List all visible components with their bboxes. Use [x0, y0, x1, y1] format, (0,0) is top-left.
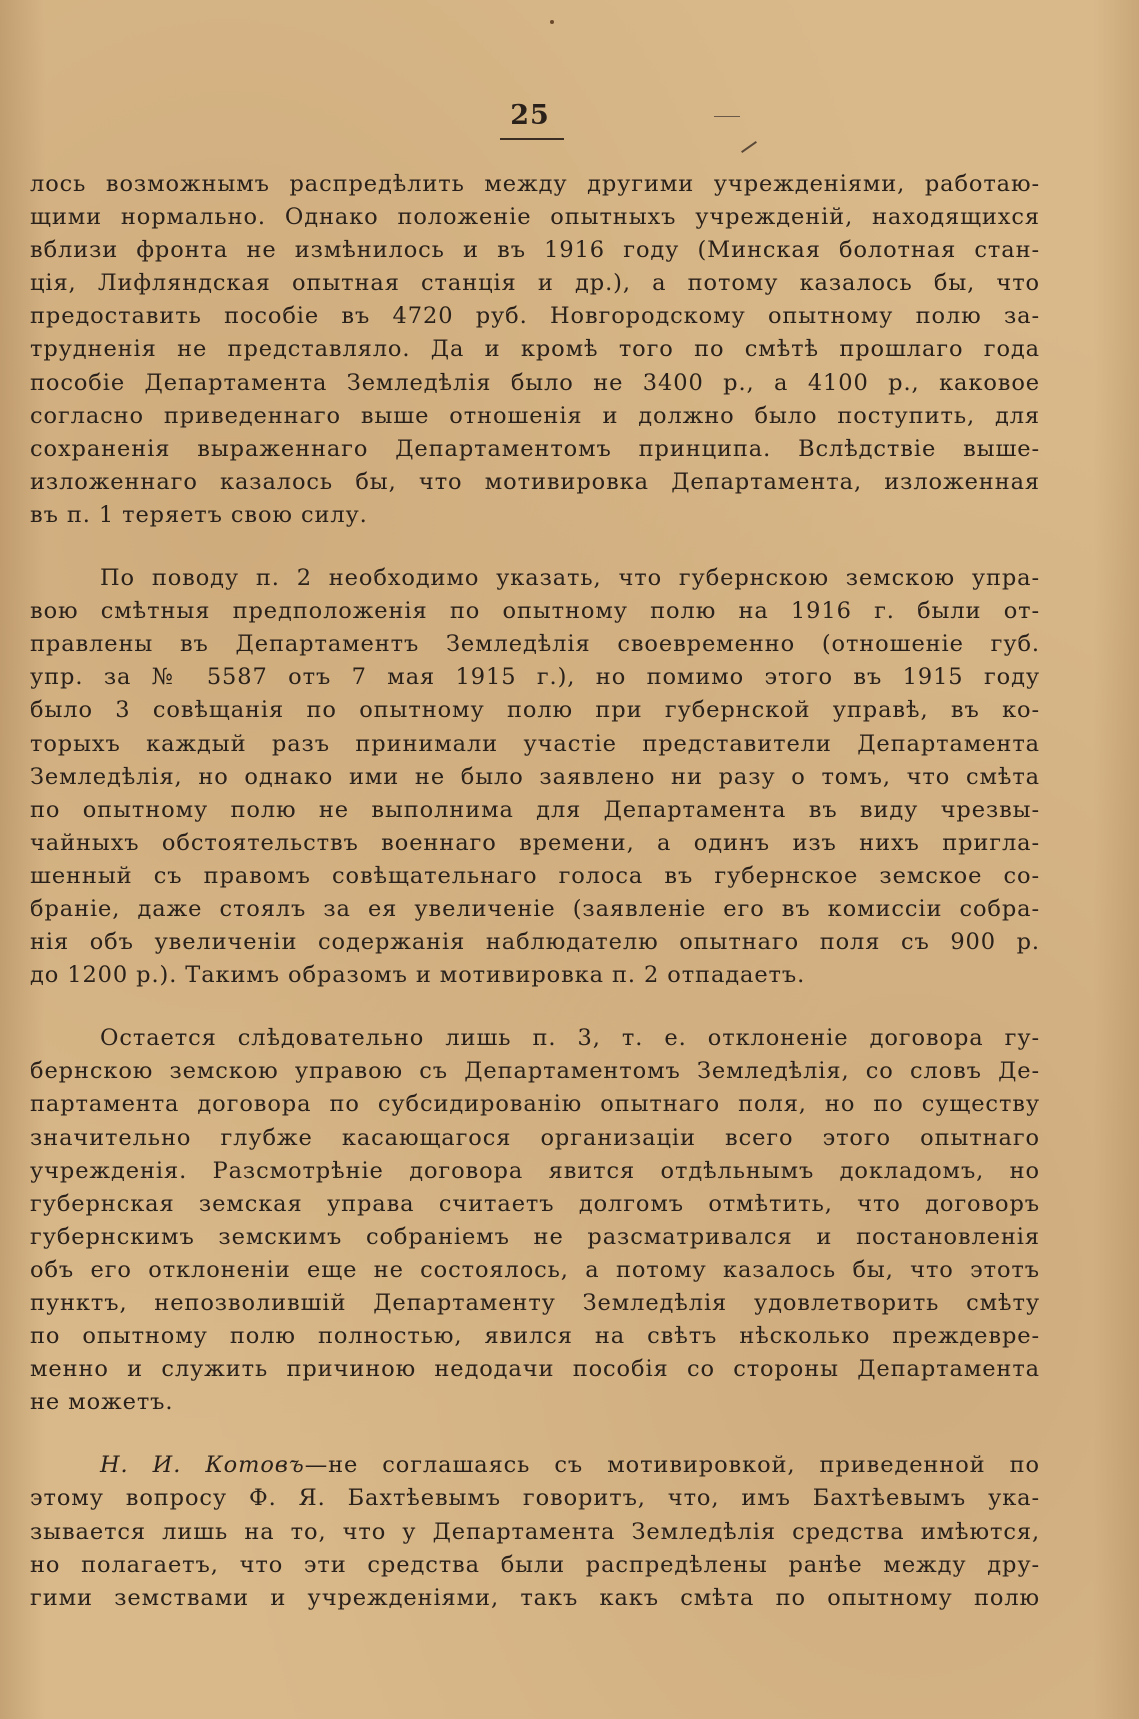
text-line: трудненія не представляло. Да и кромѣ того по смѣтѣ прошлаго года [30, 336, 1040, 363]
paragraph-1 [30, 168, 1040, 532]
text-line: бернскою земскою управою съ Департаментомъ Земледѣлія, со словъ Де- [30, 1058, 1040, 1085]
speaker-remark: —не соглашаясь съ мотивировкой, приведенной по [304, 1452, 1040, 1479]
text-line: объ его отклоненіи еще не состоялось, а потому казалось бы, что этотъ [30, 1256, 1040, 1283]
text-line: сохраненія выраженнаго Департаментомъ принципа. Вслѣдствіе выше- [30, 435, 1040, 462]
text-line: лось возможнымъ распредѣлить между другими учрежденіями, работаю- [30, 171, 1040, 197]
text-line: вблизи фронта не измѣнилось и въ 1916 году (Минская болотная стан- [30, 237, 1040, 264]
text-line: Земледѣлія, но однако ими не было заявлено ни разу о томъ, что смѣта [30, 763, 1040, 790]
text-line: но полагаетъ, что эти средства были распредѣлены ранѣе между дру- [30, 1551, 1040, 1578]
text-line: въ п. 1 теряетъ свою силу. [30, 501, 368, 528]
text-line: Остается слѣдовательно лишь п. 3, т. е. отклоненіе договора гу- [100, 1025, 1040, 1052]
text-line: губернскимъ земскимъ собраніемъ не разсматривался и постановленія [30, 1223, 1040, 1250]
speaker-name: Н. И. Котовъ [100, 1452, 305, 1479]
text-line: предоставить пособіе въ 4720 руб. Новгородскому опытному полю за- [30, 303, 1040, 330]
text-line: до 1200 р.). Такимъ образомъ и мотивировка п. 2 отпадаетъ. [30, 962, 806, 989]
text-line: губернская земская управа считаетъ долгомъ отмѣтить, что договоръ [30, 1190, 1040, 1217]
text-line: по опытному полю полностью, явился на свѣтъ нѣсколько преждевре- [30, 1323, 1040, 1350]
text-line: учрежденія. Разсмотрѣніе договора явится отдѣльнымъ докладомъ, но [30, 1157, 1040, 1184]
text-line: согласно приведеннаго выше отношенія и должно было поступить, для [30, 402, 1040, 429]
paragraph-2 [30, 562, 1040, 992]
text-line: чайныхъ обстоятельствъ военнаго времени, а одинъ изъ нихъ пригла- [30, 829, 1040, 856]
text-line: пособіе Департамента Земледѣлія было не 3400 р., а 4100 р., каковое [30, 369, 1040, 396]
pen-mark [741, 141, 757, 153]
page-number: 25 [510, 100, 550, 131]
paragraph-3 [30, 1022, 1040, 1419]
text-line: торыхъ каждый разъ принимали участіе представители Департамента [30, 730, 1040, 757]
text-line: по опытному полю не выполнима для Департамента въ виду чрезвы- [30, 796, 1040, 823]
text-line: было 3 совѣщанія по опытному полю при губернской управѣ, въ ко- [30, 697, 1040, 724]
text-line: ція, Лифляндская опытная станція и др.), а потому казалось бы, что [30, 270, 1040, 297]
paper-speck [550, 20, 554, 24]
text-line: менно и служить причиною недодачи пособія со стороны Департамента [30, 1356, 1040, 1383]
decorative-dash [714, 116, 740, 117]
page-number-underline [500, 138, 564, 140]
text-line: партамента договора по субсидированію опытнаго поля, но по существу [30, 1091, 1040, 1118]
text-line: щими нормально. Однако положеніе опытныхъ учрежденій, находящихся [30, 204, 1040, 231]
text-line: не можетъ. [30, 1389, 174, 1416]
text-line: изложеннаго казалось бы, что мотивировка Департамента, изложенная [30, 468, 1040, 495]
text-line: шенный съ правомъ совѣщательнаго голоса въ губернское земское со- [30, 862, 1040, 889]
text-line [30, 1449, 1040, 1482]
text-line: этому вопросу Ф. Я. Бахтѣевымъ говоритъ, что, имъ Бахтѣевымъ ука- [30, 1485, 1040, 1512]
text-line: гими земствами и учрежденіями, такъ какъ смѣта по опытному полю [30, 1584, 1040, 1611]
text-line: браніе, даже стоялъ за ея увеличеніе (заявленіе его въ комиссіи собра- [30, 895, 1040, 922]
text-line: пунктъ, непозволившій Департаменту Земледѣлія удовлетворить смѣту [30, 1290, 1040, 1316]
text-line: вою смѣтныя предположенія по опытному полю на 1916 г. были от- [30, 598, 1040, 625]
text-line: нія объ увеличеніи содержанія наблюдателю опытнаго поля съ 900 р. [30, 929, 1040, 956]
text-line: правлены въ Департаментъ Земледѣлія своевременно (отношеніе губ. [30, 631, 1040, 658]
text-body [30, 168, 1040, 1615]
text-line: По поводу п. 2 необходимо указать, что губернскою земскою упра- [100, 565, 1040, 592]
text-line: значительно глубже касающагося организаціи всего этого опытнаго [30, 1124, 1040, 1151]
text-line: зывается лишь на то, что у Департамента Земледѣлія средства имѣются, [30, 1518, 1040, 1545]
paragraph-4 [30, 1449, 1040, 1614]
text-line: упр. за № 5587 отъ 7 мая 1915 г.), но помимо этого въ 1915 году [30, 664, 1040, 691]
